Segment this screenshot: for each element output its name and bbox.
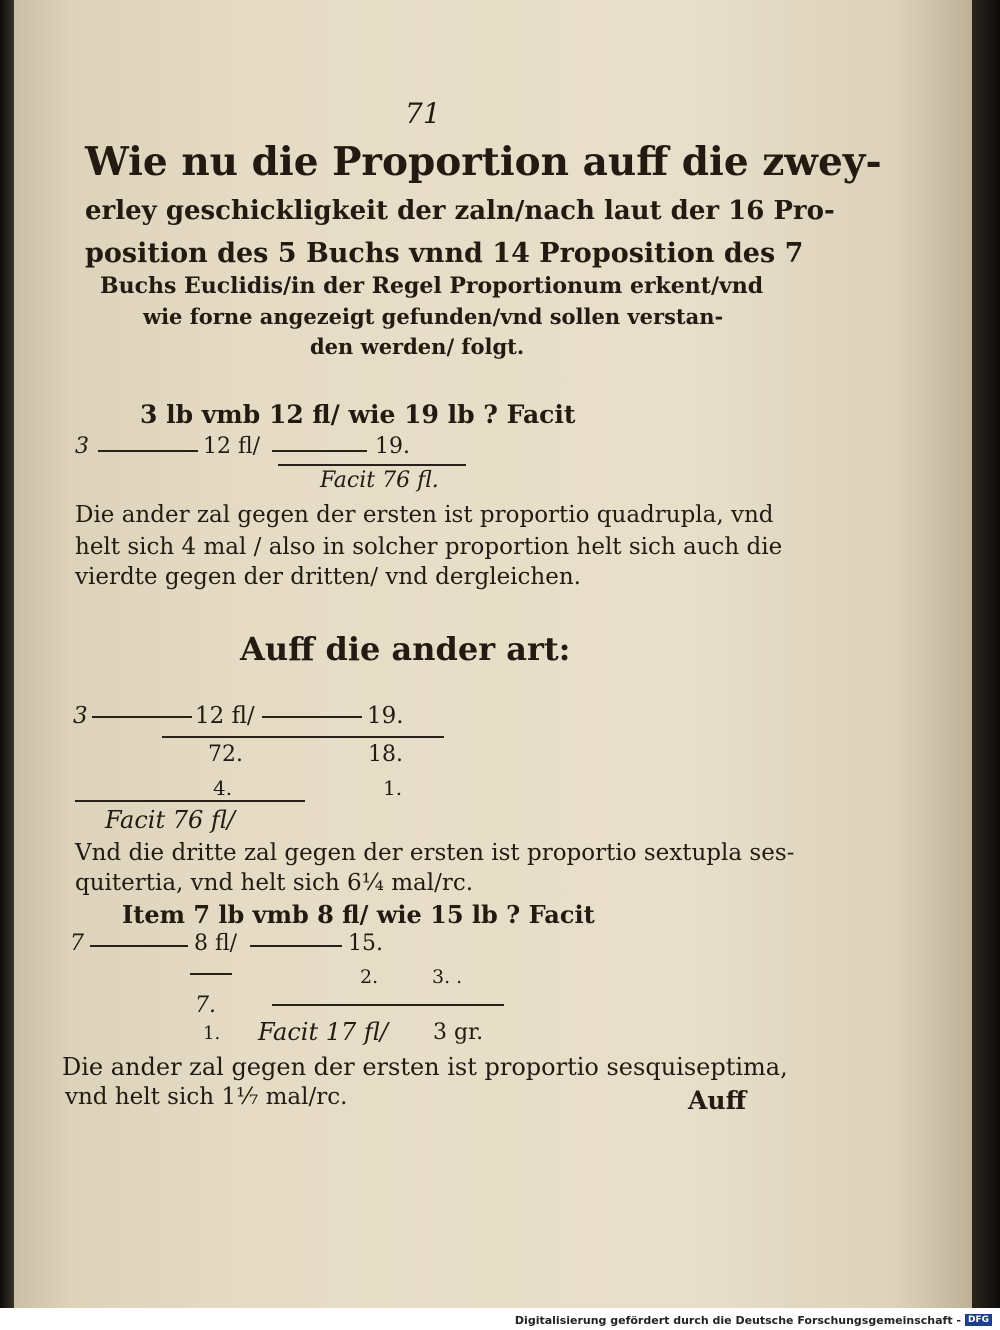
digitization-credit [515, 1312, 992, 1328]
heading-line-5: wie forne angezeigt gefunden/vnd sollen verstan- [143, 304, 724, 329]
example1-facit-rule [278, 464, 466, 466]
credit-text: Digitalisierung gefördert durch die Deutsche Forschungsgemeinschaft - [514, 1313, 961, 1327]
heading-line-6: den werden/ folgt. [310, 334, 525, 359]
example3-scheme-line-2 [250, 945, 342, 947]
example2-scheme-line-2 [262, 716, 362, 718]
heading-line-3: position des 5 Buchs vnnd 14 Proposition des 7 [85, 238, 804, 269]
example3-explanation-2: vnd helt sich 1⅐ mal/rc. [65, 1084, 348, 1110]
example3-long-rule [272, 1004, 504, 1006]
example2-row2-right: 18. [368, 742, 403, 767]
page-number: 71 [405, 97, 441, 130]
example3-row4-left: 1. [203, 1023, 221, 1044]
example2-scheme-b: 12 fl/ [195, 703, 255, 729]
example2-scheme-line-1 [92, 716, 192, 718]
example2-facit: Facit 76 fl/ [105, 806, 235, 834]
example2-row3-left: 4. [213, 776, 233, 800]
heading-line-2: erley geschickligkeit der zaln/nach laut der 16 Pro- [85, 196, 835, 226]
example1-scheme-line-2 [272, 450, 367, 452]
example3-scheme-c: 15. [348, 931, 383, 956]
example1-explanation-1: Die ander zal gegen der ersten ist proportio quadrupla, vnd [75, 502, 774, 528]
example2-row3-right: 1. [383, 776, 403, 800]
page-edge-shadow [972, 0, 1000, 1308]
example1-scheme-c: 19. [375, 434, 410, 459]
example3-row3-left: 7. [195, 993, 216, 1018]
example2-row2-left: 72. [208, 742, 243, 767]
example1-scheme-b: 12 fl/ [203, 434, 261, 459]
example3-facit: Facit 17 fl/ [258, 1018, 388, 1046]
example3-explanation-1: Die ander zal gegen der ersten ist proportio sesquiseptima, [62, 1053, 788, 1081]
example1-scheme-line-1 [98, 450, 198, 452]
example3-scheme-a: 7 [70, 931, 84, 956]
example3-scheme-b: 8 fl/ [194, 931, 238, 956]
heading-line-1: Wie nu die Proportion auff die zwey- [85, 139, 882, 185]
example2-scheme-a: 3 [73, 703, 88, 729]
example1-scheme-a: 3 [75, 434, 89, 459]
heading-line-4: Buchs Euclidis/in der Regel Proportionum erkent/vnd [100, 273, 764, 299]
example1-explanation-3: vierdte gegen der dritten/ vnd dergleichen. [75, 564, 581, 590]
example2-explanation-1: Vnd die dritte zal gegen der ersten ist proportio sextupla ses- [75, 840, 795, 866]
example2-rule-1 [162, 736, 444, 738]
catchword: Auff [688, 1086, 747, 1115]
example1-statement: 3 lb vmb 12 fl/ wie 19 lb ? Facit [140, 400, 576, 429]
example2-scheme-c: 19. [367, 703, 404, 729]
book-spine-edge [0, 0, 14, 1308]
example3-row2-mid: 2. [360, 966, 379, 988]
section-heading: Auff die ander art: [240, 630, 571, 668]
example2-explanation-2: quitertia, vnd helt sich 6¼ mal/rc. [75, 870, 474, 896]
example3-short-rule [190, 973, 232, 975]
example3-row2-right: 3. . [432, 966, 463, 988]
example1-explanation-2: helt sich 4 mal / also in solcher proportion helt sich auch die [75, 534, 783, 560]
example1-facit: Facit 76 fl. [320, 468, 439, 493]
example3-statement: Item 7 lb vmb 8 fl/ wie 15 lb ? Facit [122, 900, 595, 929]
example2-rule-2 [75, 800, 305, 802]
example3-scheme-line-1 [90, 945, 188, 947]
example3-extra: 3 gr. [433, 1020, 484, 1045]
dfg-logo: DFG [965, 1314, 992, 1326]
